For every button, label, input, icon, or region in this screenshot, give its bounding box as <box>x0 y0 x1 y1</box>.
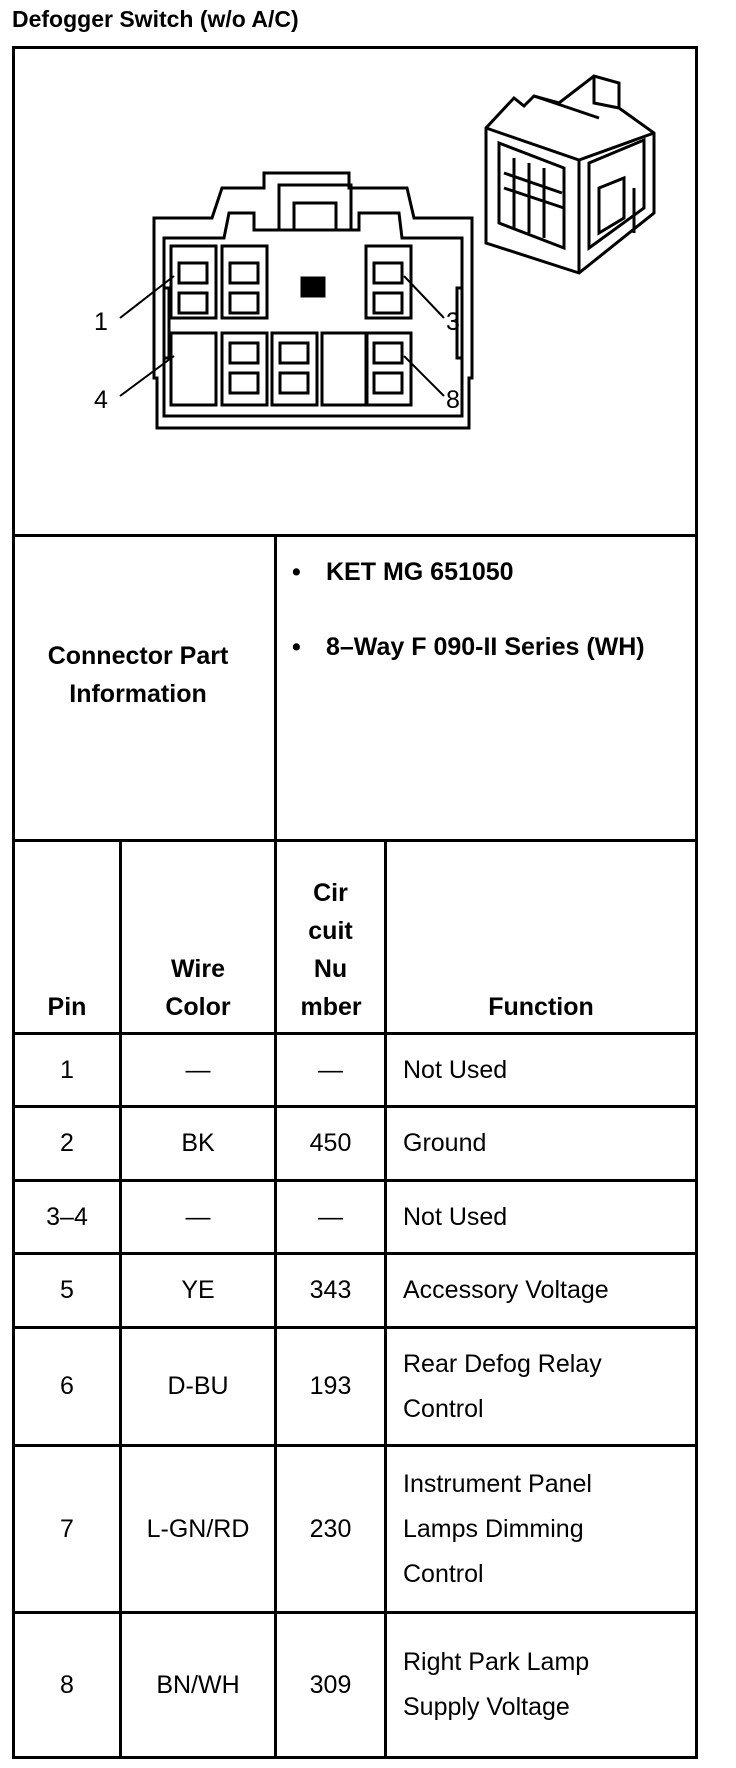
pin-label-4: 4 <box>94 386 108 414</box>
function-cell: Right Park Lamp Supply Voltage <box>403 1648 590 1721</box>
circuit-cell: — <box>318 1202 343 1231</box>
part-info-item <box>292 628 652 666</box>
header-function <box>387 842 695 1032</box>
function-cell: Instrument Panel Lamps Dimming Control <box>403 1469 592 1588</box>
wire-color-cell: BK <box>181 1128 215 1157</box>
wire-color-cell: YE <box>181 1275 215 1304</box>
circuit-cell: 343 <box>309 1275 352 1304</box>
pin-label-1: 1 <box>94 308 108 336</box>
part-number: KET MG 651050 <box>326 558 514 586</box>
circuit-cell: 309 <box>309 1670 352 1699</box>
part-info-label-text: Connector Part Information <box>47 642 229 708</box>
pin-cell: 7 <box>60 1514 74 1543</box>
header-circuit <box>277 842 384 1032</box>
wire-color-cell: D-BU <box>167 1372 229 1400</box>
part-info-item <box>292 553 692 591</box>
pin-cell: 2 <box>60 1128 74 1157</box>
pin-label-8: 8 <box>446 386 460 414</box>
page-title: Defogger Switch (w/o A/C) <box>12 6 299 32</box>
pin-cell: 3–4 <box>46 1202 88 1231</box>
bullet: • <box>292 633 301 661</box>
function-cell: Accessory Voltage <box>403 1275 609 1304</box>
header-pin <box>15 842 119 1032</box>
pin-cell: 8 <box>60 1670 74 1699</box>
function-cell: Rear Defog Relay Control <box>403 1349 602 1423</box>
circuit-cell: 193 <box>309 1372 352 1400</box>
connector-description: 8–Way F 090-II Series (WH) <box>326 633 645 661</box>
header-function-text: Function <box>488 993 594 1021</box>
header-wire-color <box>122 842 274 1032</box>
header-pin-text: Pin <box>47 993 87 1021</box>
circuit-cell: 450 <box>309 1128 352 1157</box>
pin-cell: 6 <box>60 1372 74 1400</box>
pin-cell: 5 <box>60 1275 74 1304</box>
header-circuit-text: Cir cuit Nu mber <box>300 879 362 1021</box>
header-wire-color-text: Wire Color <box>165 955 231 1021</box>
circuit-cell: 230 <box>309 1514 352 1543</box>
bullet: • <box>292 558 301 586</box>
function-cell: Not Used <box>403 1055 508 1084</box>
circuit-cell: — <box>318 1055 343 1084</box>
function-cell: Ground <box>403 1128 487 1157</box>
wire-color-cell: — <box>185 1202 211 1231</box>
wire-color-cell: L-GN/RD <box>146 1514 250 1543</box>
pin-label-3: 3 <box>446 308 460 336</box>
wire-color-cell: — <box>185 1055 211 1084</box>
pin-cell: 1 <box>60 1055 74 1084</box>
part-info-label <box>28 620 248 730</box>
function-cell: Not Used <box>403 1202 508 1231</box>
wire-color-cell: BN/WH <box>156 1670 240 1699</box>
